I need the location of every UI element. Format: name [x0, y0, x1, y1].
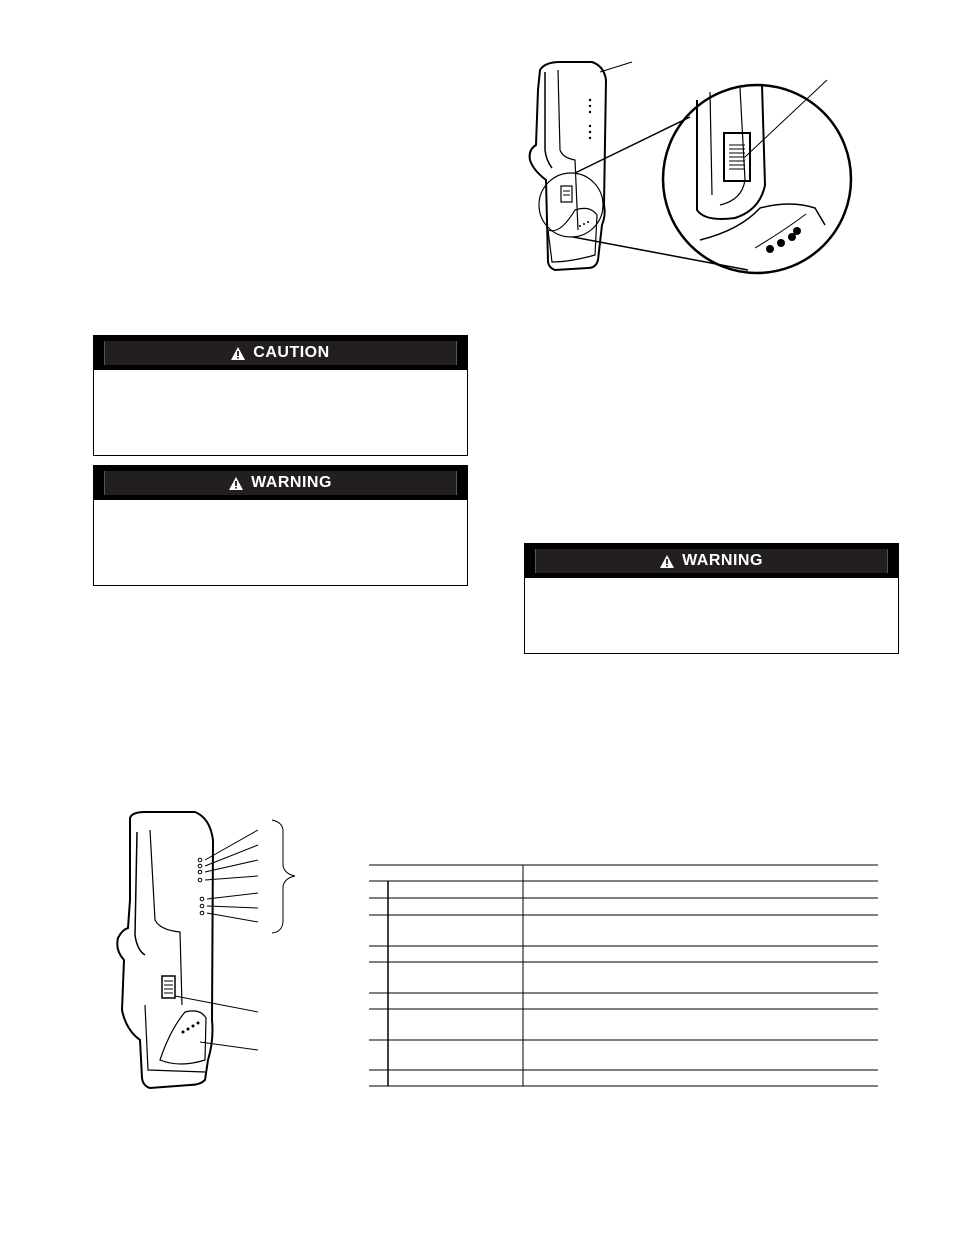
warning-triangle-icon: [231, 347, 245, 360]
caution-title: CAUTION: [253, 344, 330, 361]
led-status-table: [369, 864, 878, 1089]
warning-header-left: [94, 466, 467, 500]
caution-header: [94, 336, 467, 370]
warning-notice-left: [93, 465, 468, 586]
warning-header-right: [525, 544, 898, 578]
warning-triangle-icon: [229, 477, 243, 490]
warning-title-right: WARNING: [682, 552, 763, 569]
warning-title-left: WARNING: [251, 474, 332, 491]
warning-triangle-icon: [660, 555, 674, 568]
table-grid: [369, 864, 878, 1089]
caution-notice: [93, 335, 468, 456]
warning-notice-right: [524, 543, 899, 654]
